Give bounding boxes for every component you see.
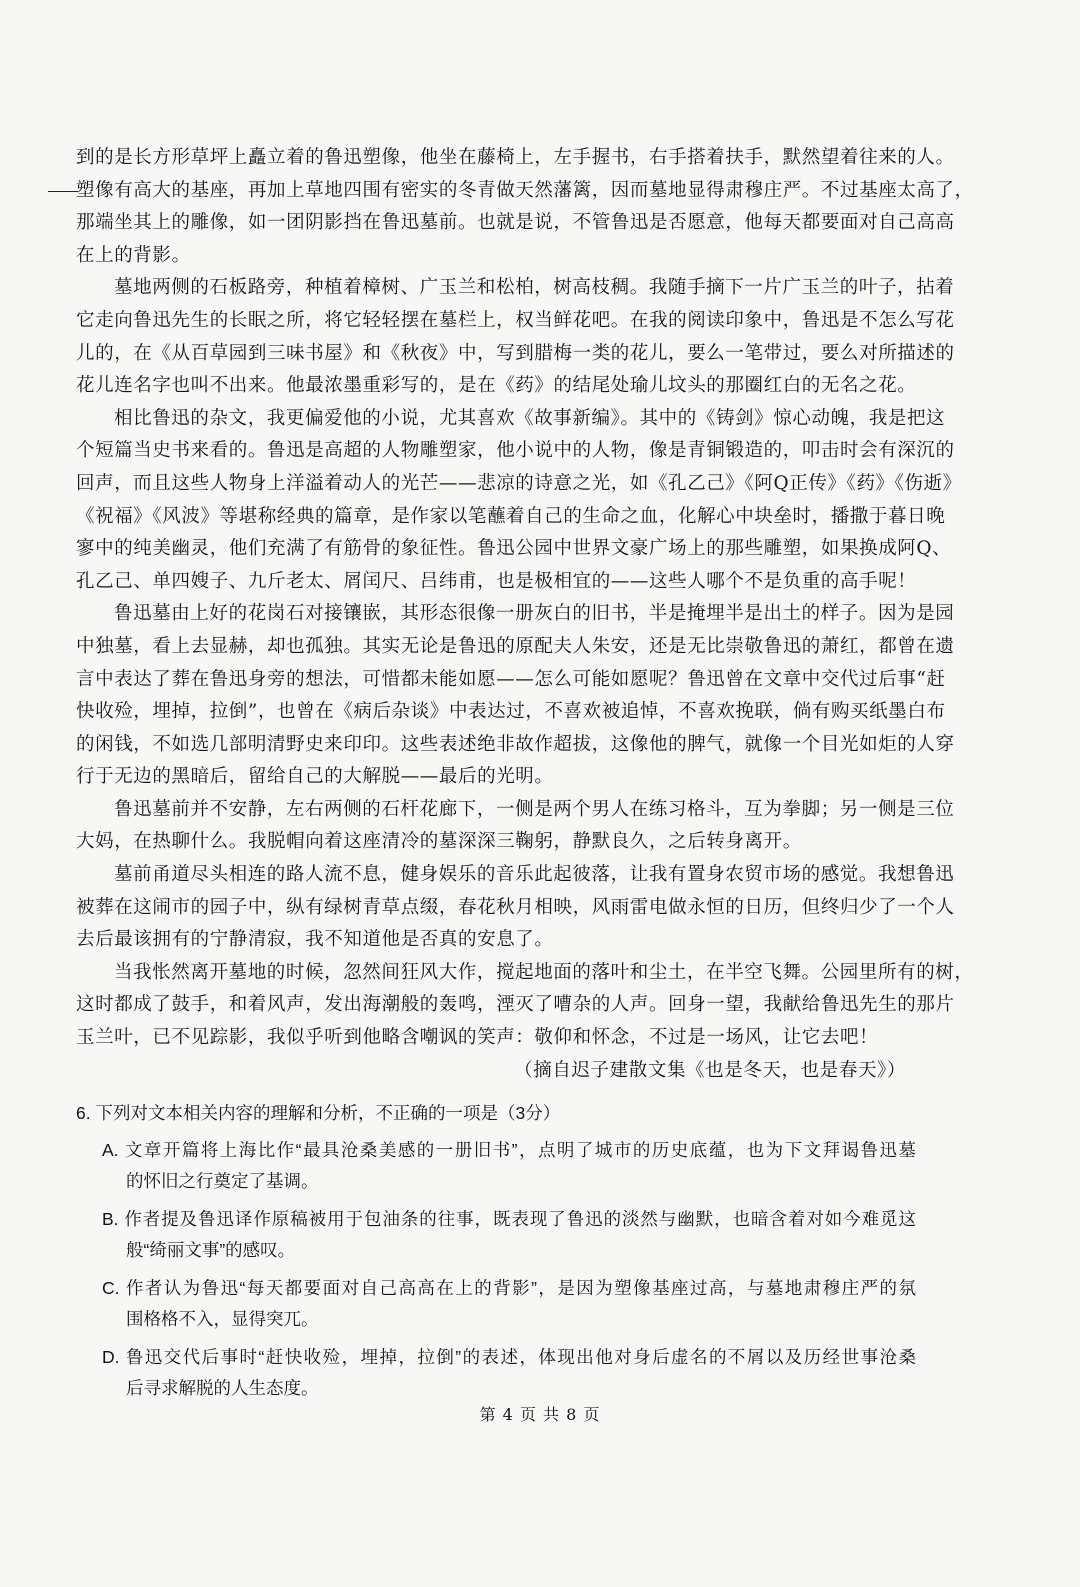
passage-line: 塑像有高大的基座，再加上草地四围有密实的冬青做天然藩篱，因而墓地显得肃穆庄严。不过基座太高了，: [76, 179, 974, 201]
option-d-text: D. 鲁迅交代后事时“赶快收殓，埋掉，拉倒”的表述，体现出他对身后虚名的不屑以及历经世事沧桑: [102, 1347, 916, 1367]
passage-line: 到的是长方形草坪上矗立着的鲁迅塑像，他坐在藤椅上，左手握书，右手搭着扶手，默然望着往来的人。: [76, 147, 955, 168]
option-b-text: B. 作者提及鲁迅译作原稿被用于包油条的往事，既表现了鲁迅的淡然与幽默，也暗含着对如今难觅这: [102, 1209, 916, 1229]
passage-line: 孔乙己、单四嫂子、九斤老太、屑闰尺、吕纬甫，也是极相宜的——这些人哪个不是负重的高手呢！: [76, 570, 917, 592]
option-a-text-cont: 的怀旧之行奠定了基调。: [126, 1171, 319, 1191]
passage-line: 去后最该拥有的宁静清寂，我不知道他是否真的安息了。: [76, 929, 554, 951]
passage-line: 被葬在这闹市的园子中，纵有绿树青草点缀，春花秋月相映，风雨雷电做永恒的日历，但终归少了一个人: [76, 896, 955, 918]
option-d-text-cont: 后寻求解脱的人生态度。: [126, 1378, 319, 1398]
passage-line: 那端坐其上的雕像，如一团阴影挡在鲁迅墓前。也就是说，不管鲁迅是否愿意，他每天都要面对自己高高: [76, 212, 955, 234]
reading-passage: [76, 142, 974, 1087]
passage-line: 鲁迅墓前并不安静，左右两侧的石杆花廊下，一侧是两个男人在练习格斗，互为拳脚；另一侧是三位: [114, 798, 955, 820]
passage-line: 《祝福》《风波》等堪称经典的篇章，是作家以笔蘸着自己的生命之血，化解心中块垒时，播撒于暮日晚: [76, 505, 946, 527]
passage-line: 鲁迅墓由上好的花岗石对接镶嵌，其形态很像一册灰白的旧书，半是掩埋半是出土的样子。因为是园: [114, 603, 955, 625]
passage-line: 中独墓，看上去显赫，却也孤独。其实无论是鲁迅的原配夫人朱安，还是无比崇敬鲁迅的萧红，都曾在遗: [76, 635, 955, 657]
option-c[interactable]: [76, 1273, 916, 1335]
passage-line: 大妈，在热聊什么。我脱帽向着这座清冷的墓深深三鞠躬，静默良久，之后转身离开。: [76, 831, 802, 853]
passage-line: 它走向鲁迅先生的长眠之所，将它轻轻摆在墓栏上，权当鲜花吧。在我的阅读印象中，鲁迅是不怎么写花: [76, 309, 955, 331]
page-number: 第 4 页 共 8 页: [479, 1405, 601, 1424]
option-a[interactable]: [76, 1135, 916, 1197]
option-b[interactable]: [76, 1204, 916, 1266]
passage-line: 当我怅然离开墓地的时候，忽然间狂风大作，搅起地面的落叶和尘土，在半空飞舞。公园里所有的树，: [114, 961, 974, 983]
passage-line: 言中表达了葬在鲁迅身旁的想法，可惜都未能如愿——怎么可能如愿呢？鲁迅曾在文章中交代过后事“赶: [76, 668, 946, 690]
passage-line: 回声，而且这些人物身上洋溢着动人的光芒——悲凉的诗意之光，如《孔乙己》《阿Q正传》《药》《伤逝》: [76, 472, 962, 494]
passage-line: 墓前甬道尽头相连的路人流不息，健身娱乐的音乐此起彼落，让我有置身农贸市场的感觉。我想鲁迅: [114, 864, 955, 886]
option-b-text-cont: 般“绮丽文事”的感叹。: [126, 1240, 296, 1260]
option-c-text: C. 作者认为鲁迅“每天都要面对自己高高在上的背影”，是因为塑像基座过高，与墓地肃穆庄严的氛: [102, 1278, 916, 1298]
passage-line: 的闲钱，不如选几部明清野史来印印。这些表述绝非故作超拔，这像他的脾气，就像一个目光如炬的人穿: [76, 733, 955, 755]
passage-line: 儿的，在《从百草园到三味书屋》和《秋夜》中，写到腊梅一类的花儿，要么一笔带过，要么对所描述的: [76, 342, 955, 364]
passage-line: 寥中的纯美幽灵，他们充满了有筋骨的象征性。鲁迅公园中世界文豪广场上的那些雕塑，如果换成阿Q、: [76, 538, 952, 560]
margin-dash-mark: [48, 191, 78, 192]
passage-source: （摘自迟子建散文集《也是冬天，也是春天》）: [514, 1059, 906, 1081]
question-stem: 6. 下列对文本相关内容的理解和分析，不正确的一项是（3分）: [76, 1103, 561, 1123]
option-c-text-cont: 围格格不入，显得突兀。: [126, 1309, 319, 1329]
passage-line: 花儿连名字也叫不出来。他最浓墨重彩写的，是在《药》的结尾处瑜儿坟头的那圈红白的无名之花。: [76, 375, 917, 397]
passage-line: 相比鲁迅的杂文，我更偏爱他的小说，尤其喜欢《故事新编》。其中的《铸剑》惊心动魄，我是把这: [114, 407, 946, 429]
passage-line: 行于无边的黑暗后，留给自己的大解脱——最后的光明。: [76, 766, 554, 788]
passage-line: 在上的背影。: [76, 244, 191, 266]
option-a-text: A. 文章开篇将上海比作“最具沧桑美感的一册旧书”，点明了城市的历史底蕴，也为下文拜谒鲁迅墓: [102, 1140, 916, 1160]
question-6: [76, 1098, 916, 1404]
passage-line: 快收殓，埋掉，拉倒”，也曾在《病后杂谈》中表达过，不喜欢被追悼，不喜欢挽联，倘有购买纸墨白布: [76, 701, 946, 723]
passage-line: 玉兰叶，已不见踪影，我似乎听到他略含嘲讽的笑声：敬仰和怀念，不过是一场风，让它去吧！: [76, 1027, 879, 1049]
option-d[interactable]: [76, 1342, 916, 1404]
passage-line: 这时都成了鼓手，和着风声，发出海潮般的轰鸣，湮灭了嘈杂的人声。回身一望，我献给鲁迅先生的那片: [76, 994, 955, 1016]
passage-line: 墓地两侧的石板路旁，种植着樟树、广玉兰和松柏，树高枝稠。我随手摘下一片广玉兰的叶子，拈着: [114, 277, 955, 299]
passage-line: 个短篇当史书来看的。鲁迅是高超的人物雕塑家，他小说中的人物，像是青铜锻造的，叩击时会有深沉的: [76, 440, 955, 462]
